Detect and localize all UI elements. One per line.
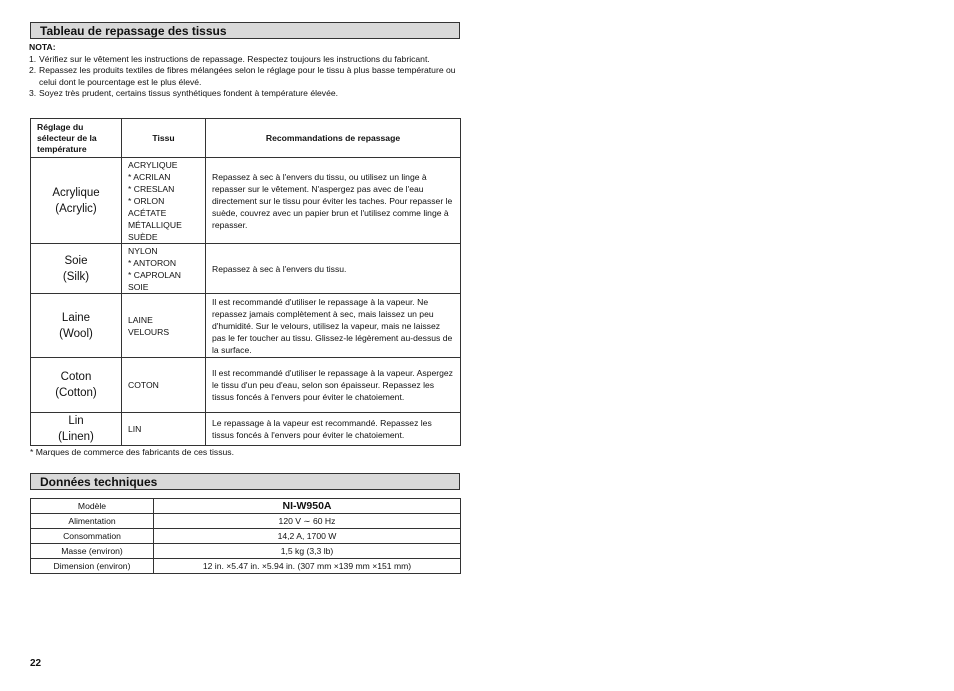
spec-row bbox=[31, 529, 461, 544]
ironing-table-row bbox=[31, 358, 461, 413]
ironing-section-header bbox=[30, 22, 460, 39]
ironing-table-row bbox=[31, 158, 461, 244]
spec-row bbox=[31, 544, 461, 559]
fabric-name: ACRYLIQUE bbox=[128, 159, 178, 170]
setting-name-english: (Silk) bbox=[62, 270, 90, 283]
fabric-name: COTON bbox=[128, 380, 159, 390]
ironing-table-row bbox=[31, 244, 461, 294]
trademark-footnote: * Marques de commerce des fabricants de ces tissus. bbox=[30, 447, 234, 457]
setting-name-english: (Acrylic) bbox=[55, 202, 97, 215]
fabric-name: * CRESLAN bbox=[128, 183, 175, 194]
fabric-name: LIN bbox=[128, 424, 142, 434]
nota-label: NOTA: bbox=[29, 42, 56, 52]
spec-label: Consommation bbox=[31, 529, 154, 544]
tech-section-title: Données techniques bbox=[40, 475, 158, 489]
setting-name-english: (Linen) bbox=[58, 431, 94, 443]
fabric-name: NYLON bbox=[128, 245, 158, 256]
tech-specs-table bbox=[30, 498, 461, 574]
ironing-section-title: Tableau de repassage des tissus bbox=[40, 24, 227, 38]
note-item: 3. Soyez très prudent, certains tissus synthétiques fondent à température élevée. bbox=[29, 88, 339, 99]
temperature-setting-cell bbox=[31, 244, 122, 294]
fabric-name: * ACRILAN bbox=[128, 171, 171, 182]
temperature-setting-cell bbox=[31, 158, 122, 244]
temperature-setting-cell bbox=[31, 294, 122, 358]
fabric-cell bbox=[122, 413, 206, 446]
page-number: 22 bbox=[30, 658, 42, 669]
notes-block bbox=[29, 42, 469, 100]
header-setting: Réglage du sélecteur de la température bbox=[31, 119, 122, 158]
setting-name: Acrylique bbox=[52, 186, 100, 199]
fabric-name: * ANTORON bbox=[128, 257, 177, 268]
setting-name: Soie bbox=[64, 254, 88, 267]
spec-label: Masse (environ) bbox=[31, 544, 154, 559]
fabric-name: * CAPROLAN bbox=[128, 269, 182, 280]
fabric-cell bbox=[122, 158, 206, 244]
fabric-cell bbox=[122, 294, 206, 358]
header-recommendation: Recommandations de repassage bbox=[206, 119, 461, 158]
note-item: 1. Vérifiez sur le vêtement les instructions de repassage. Respectez toujours les instructions du fabricant. bbox=[29, 53, 430, 64]
spec-row bbox=[31, 559, 461, 574]
fabric-name: LAINE bbox=[128, 314, 153, 325]
setting-name-english: (Wool) bbox=[59, 327, 93, 340]
recommendation-cell: Il est recommandé d'utiliser le repassage à la vapeur. Ne repassez jamais complètement à sec, mais laissez un peu d'humidité. Sur le velours, utilisez la vapeur, mais ne laissez pas le fer toucher au tissu. Glissez-le légèrement au-dessus de la surface. bbox=[206, 294, 461, 358]
recommendation-cell: Repassez à sec à l'envers du tissu, ou utilisez un linge à repasser sur le vêtement. N'aspergez pas avec de l'eau directement sur le tissu pour éviter les taches. Pour repasser le suède, couvrez avec un papier brun et l'utilisez comme linge à repasser. bbox=[206, 158, 461, 244]
spec-row bbox=[31, 514, 461, 529]
spec-value: 1,5 kg (3,3 lb) bbox=[154, 544, 461, 559]
spec-label: Alimentation bbox=[31, 514, 154, 529]
spec-label: Dimension (environ) bbox=[31, 559, 154, 574]
note-item: 2. Repassez les produits textiles de fibres mélangées selon le réglage pour le tissu à plus basse température ou celui dont le pourcentage est le plus élevé. bbox=[29, 65, 456, 87]
spec-value: 12 in. ×5.47 in. ×5.94 in. (307 mm ×139 mm ×151 mm) bbox=[154, 559, 461, 574]
ironing-table-row bbox=[31, 413, 461, 446]
spec-value: 14,2 A, 1700 W bbox=[154, 529, 461, 544]
fabric-name: VELOURS bbox=[128, 326, 170, 337]
fabric-cell bbox=[122, 244, 206, 294]
recommendation-cell: Repassez à sec à l'envers du tissu. bbox=[206, 244, 461, 294]
setting-name: Laine bbox=[61, 311, 91, 324]
fabric-cell bbox=[122, 358, 206, 413]
fabric-name: MÉTALLIQUE bbox=[128, 219, 182, 230]
fabric-name: * ORLON bbox=[128, 195, 165, 206]
setting-name: Coton bbox=[60, 371, 92, 383]
temperature-setting-cell bbox=[31, 358, 122, 413]
ironing-table bbox=[30, 118, 461, 446]
recommendation-cell: Il est recommandé d'utiliser le repassage à la vapeur. Aspergez le tissu d'un peu d'eau, selon son épaisseur. Repassez les tissus foncés à l'envers pour éviter le chatoiement. bbox=[206, 358, 461, 413]
temperature-setting-cell bbox=[31, 413, 122, 446]
tech-section-header bbox=[30, 473, 460, 490]
setting-name: Lin bbox=[68, 415, 84, 427]
fabric-name: ACÉTATE bbox=[128, 207, 167, 218]
ironing-table-row bbox=[31, 294, 461, 358]
spec-value: 120 V ∼ 60 Hz bbox=[154, 514, 461, 529]
spec-label: Modèle bbox=[31, 499, 154, 514]
setting-name-english: (Cotton) bbox=[55, 387, 97, 399]
spec-value: NI-W950A bbox=[154, 499, 461, 514]
fabric-name: SOIE bbox=[128, 281, 149, 292]
header-fabric: Tissu bbox=[122, 119, 206, 158]
recommendation-cell: Le repassage à la vapeur est recommandé. Repassez les tissus foncés à l'envers pour éviter le chatoiement. bbox=[206, 413, 461, 446]
ironing-table-header-row bbox=[31, 119, 461, 158]
fabric-name: SUÈDE bbox=[128, 231, 158, 242]
spec-row bbox=[31, 499, 461, 514]
